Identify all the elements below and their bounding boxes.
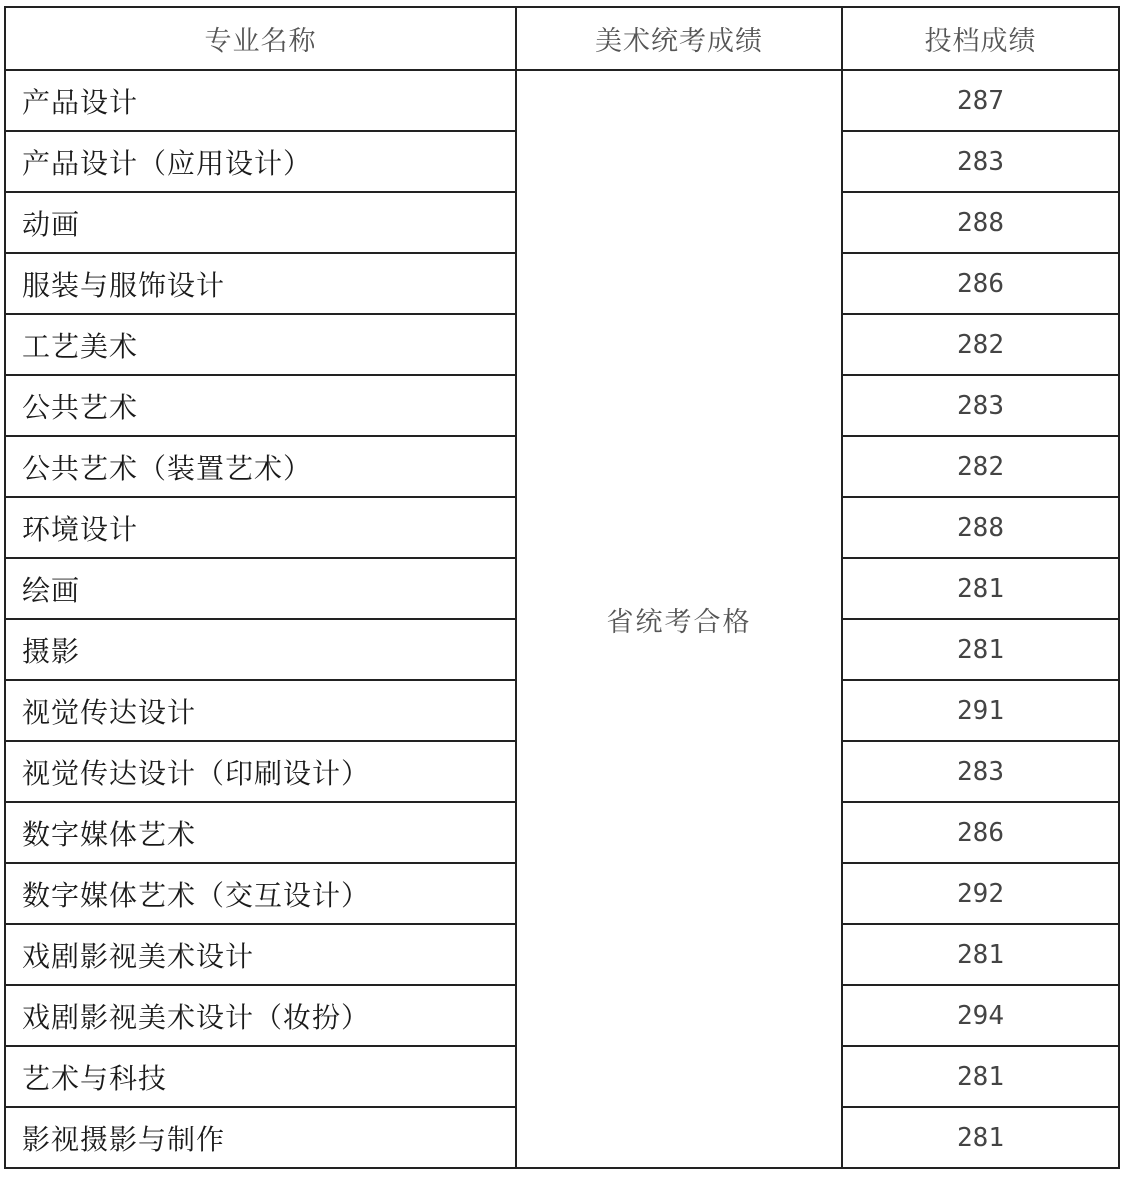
admission-score-table-wrapper bbox=[4, 6, 1118, 1169]
major-name-cell: 影视摄影与制作 bbox=[5, 1107, 516, 1168]
table-row bbox=[5, 70, 1119, 131]
admission-score-cell: 281 bbox=[842, 1046, 1119, 1107]
admission-score-cell: 288 bbox=[842, 497, 1119, 558]
major-name-cell: 摄影 bbox=[5, 619, 516, 680]
admission-score-cell: 288 bbox=[842, 192, 1119, 253]
major-name-cell: 视觉传达设计 bbox=[5, 680, 516, 741]
admission-score-cell: 281 bbox=[842, 924, 1119, 985]
admission-score-cell: 283 bbox=[842, 741, 1119, 802]
admission-score-cell: 294 bbox=[842, 985, 1119, 1046]
major-name-cell: 数字媒体艺术 bbox=[5, 802, 516, 863]
header-row bbox=[5, 7, 1119, 70]
major-name-cell: 产品设计（应用设计） bbox=[5, 131, 516, 192]
admission-score-cell: 286 bbox=[842, 802, 1119, 863]
major-name-cell: 数字媒体艺术（交互设计） bbox=[5, 863, 516, 924]
table-body bbox=[5, 70, 1119, 1168]
admission-score-cell: 283 bbox=[842, 131, 1119, 192]
major-name-cell: 产品设计 bbox=[5, 70, 516, 131]
admission-score-cell: 281 bbox=[842, 619, 1119, 680]
admission-score-cell: 286 bbox=[842, 253, 1119, 314]
admission-score-cell: 287 bbox=[842, 70, 1119, 131]
header-admission-score: 投档成绩 bbox=[842, 7, 1119, 70]
admission-score-cell: 281 bbox=[842, 558, 1119, 619]
major-name-cell: 绘画 bbox=[5, 558, 516, 619]
major-name-cell: 动画 bbox=[5, 192, 516, 253]
major-name-cell: 服装与服饰设计 bbox=[5, 253, 516, 314]
header-art-exam-score: 美术统考成绩 bbox=[516, 7, 842, 70]
admission-score-cell: 282 bbox=[842, 436, 1119, 497]
major-name-cell: 视觉传达设计（印刷设计） bbox=[5, 741, 516, 802]
major-name-cell: 公共艺术 bbox=[5, 375, 516, 436]
admission-score-cell: 292 bbox=[842, 863, 1119, 924]
major-name-cell: 工艺美术 bbox=[5, 314, 516, 375]
major-name-cell: 艺术与科技 bbox=[5, 1046, 516, 1107]
admission-score-cell: 281 bbox=[842, 1107, 1119, 1168]
major-name-cell: 戏剧影视美术设计 bbox=[5, 924, 516, 985]
art-exam-requirement-cell: 省统考合格 bbox=[516, 70, 842, 1168]
admission-score-cell: 282 bbox=[842, 314, 1119, 375]
major-name-cell: 公共艺术（装置艺术） bbox=[5, 436, 516, 497]
major-name-cell: 戏剧影视美术设计（妆扮） bbox=[5, 985, 516, 1046]
header-major-name: 专业名称 bbox=[5, 7, 516, 70]
admission-score-cell: 283 bbox=[842, 375, 1119, 436]
admission-score-table bbox=[4, 6, 1120, 1169]
major-name-cell: 环境设计 bbox=[5, 497, 516, 558]
admission-score-cell: 291 bbox=[842, 680, 1119, 741]
